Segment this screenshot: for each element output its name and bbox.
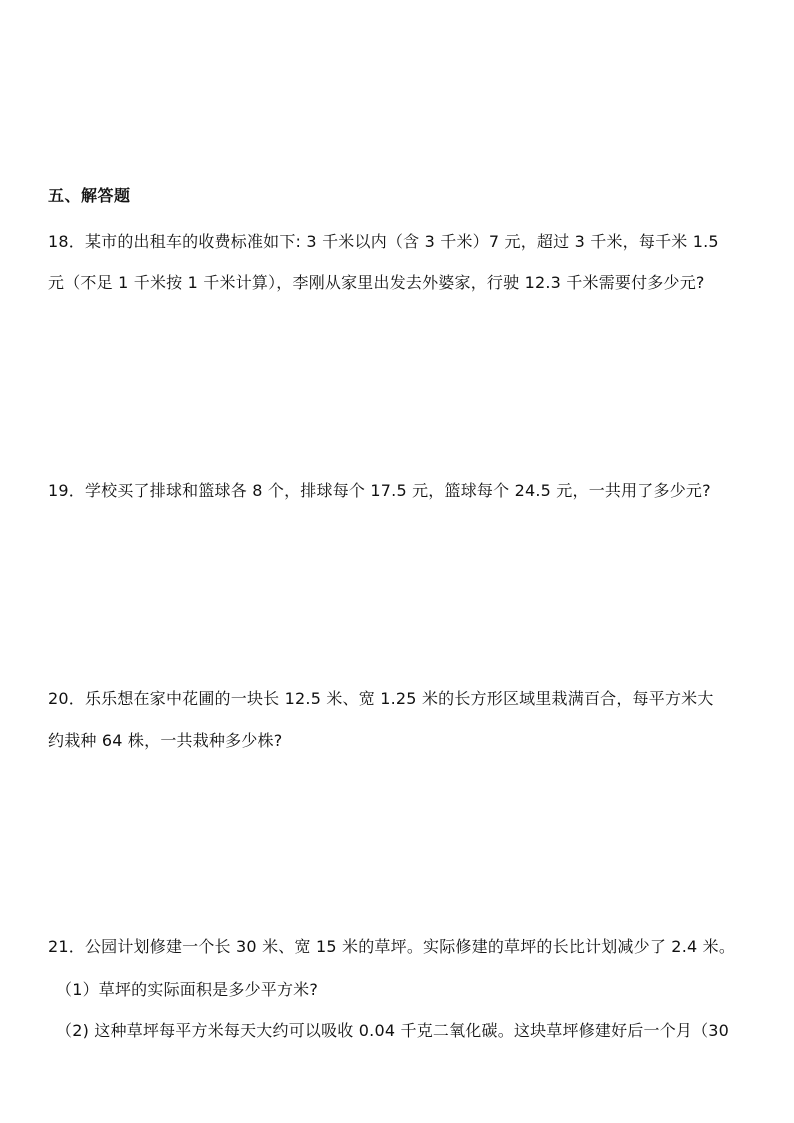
question-21-line-1: 21．公园计划修建一个长 30 米、宽 15 米的草坪。实际修建的草坪的长比计划减少了 2.4 米。 [48,937,736,956]
question-21-subquestion-2: （2) 这种草坪每平方米每天大约可以吸收 0.04 千克二氧化碳。这块草坪修建好后一个月（30 [56,1021,730,1040]
question-20-line-2: 约栽种 64 株，一共栽种多少株? [48,731,283,750]
question-21-subquestion-1: （1）草坪的实际面积是多少平方米? [56,980,319,999]
question-18-line-1: 18．某市的出租车的收费标准如下: 3 千米以内（含 3 千米）7 元，超过 3 千米，每千米 1.5 [48,232,719,251]
question-19-line-1: 19．学校买了排球和篮球各 8 个，排球每个 17.5 元，篮球每个 24.5 元，一共用了多少元? [48,481,711,500]
question-18-line-2: 元（不足 1 千米按 1 千米计算），李刚从家里出发去外婆家，行驶 12.3 千米需要付多少元? [48,273,705,292]
question-20-line-1: 20．乐乐想在家中花圃的一块长 12.5 米、宽 1.25 米的长方形区域里栽满百合，每平方米大 [48,689,714,708]
section-title: 五、解答题 [48,186,131,205]
